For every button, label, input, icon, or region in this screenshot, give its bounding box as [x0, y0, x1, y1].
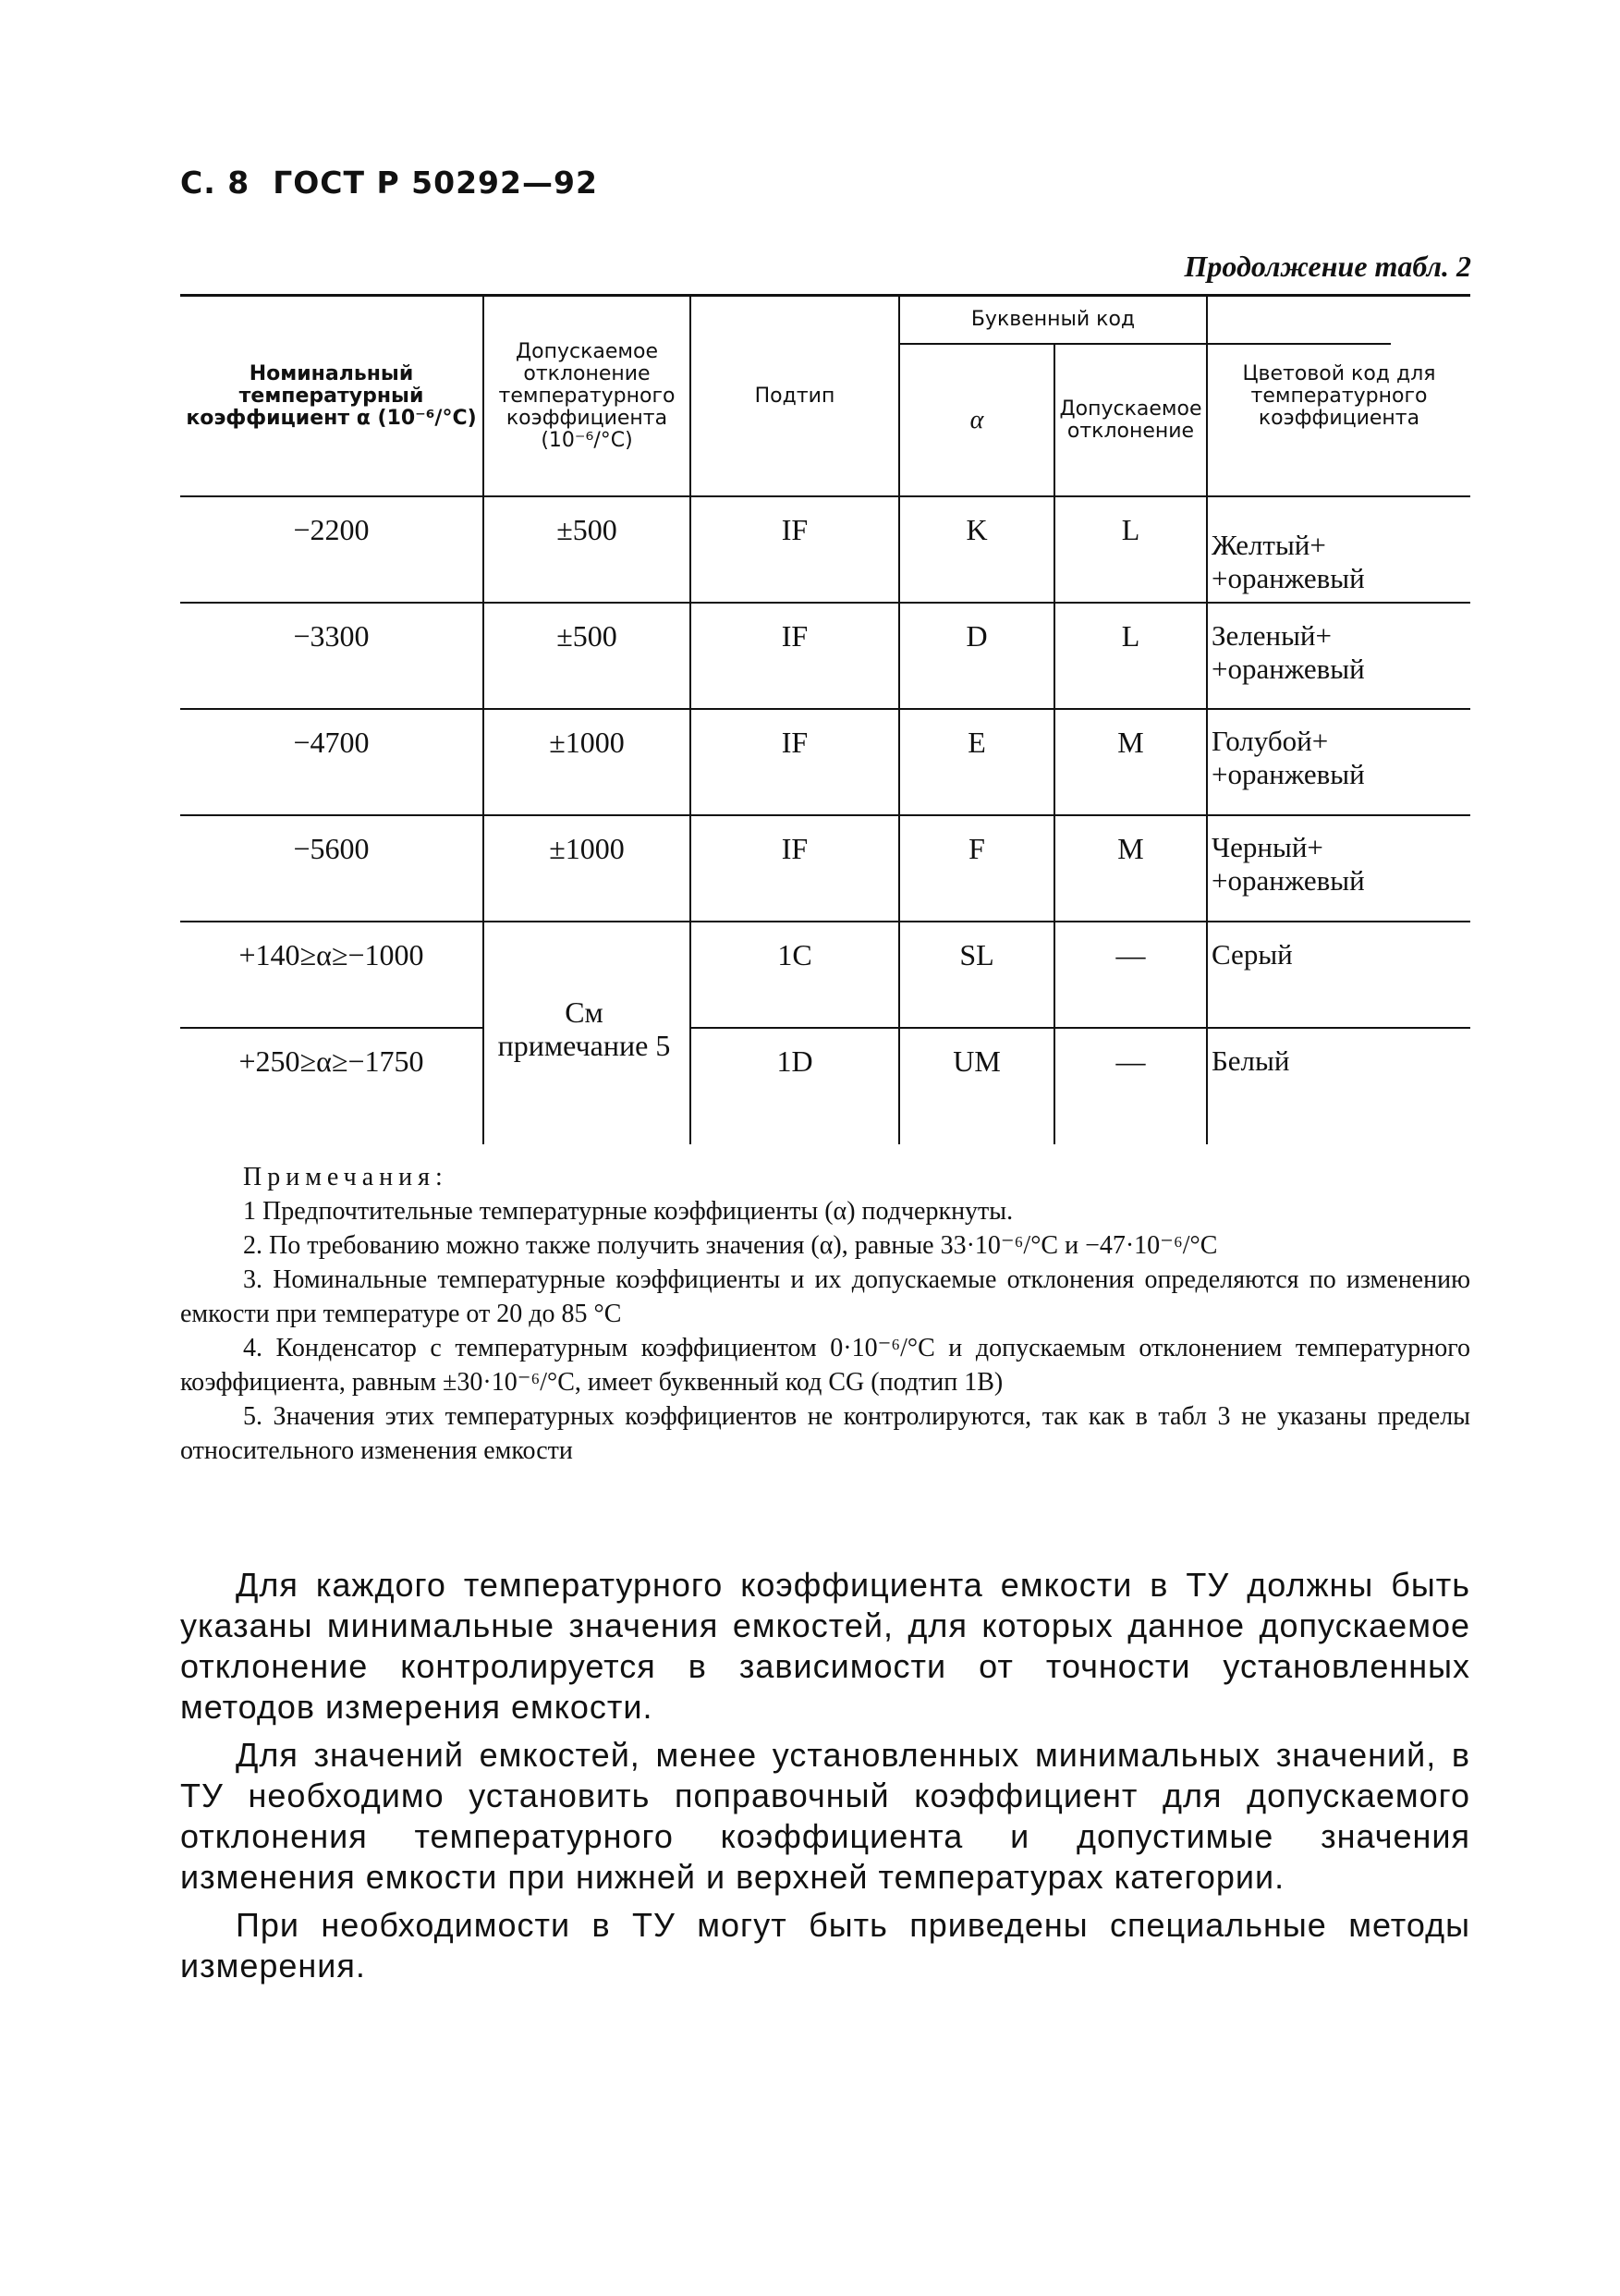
header-nominal: Номинальный температурный коэффициент α (10⁻⁶/°С): [186, 361, 477, 430]
page-header: [180, 165, 598, 201]
cell-nominal: −4700: [293, 726, 370, 759]
cell-subtype: 1D: [776, 1044, 813, 1078]
cell-color: Белый: [1212, 1044, 1290, 1077]
cell-color: Серый: [1212, 938, 1293, 971]
cell-subtype: IF: [781, 619, 809, 653]
header-letter-tolerance: Допускаемое отклонение: [1059, 397, 1202, 443]
header-letter-alpha: α: [969, 405, 984, 434]
cell-alpha: F: [968, 832, 985, 865]
cell-tol: L: [1121, 619, 1140, 653]
cell-alpha: SL: [959, 938, 994, 971]
cell-color: Зеленый+ +оранжевый: [1212, 619, 1365, 685]
cell-alpha: K: [966, 513, 988, 546]
cell-subtype: IF: [781, 513, 809, 546]
cell-nominal: −5600: [293, 832, 370, 865]
body-paragraph: Для значений емкостей, менее установленных минимальных значений, в ТУ необходимо установить поправочный коэффициент для допускаемого отклонения температурного коэффициента и допустимые значения изменения емкости при нижней и верхней температурах категории.: [180, 1736, 1470, 1896]
header-color-code: Цветовой код для температурного коэффициента: [1242, 361, 1436, 430]
cell-tolerance: ±1000: [549, 832, 625, 865]
table-notes: [180, 1160, 1470, 1468]
cell-subtype: IF: [781, 832, 809, 865]
cell-nominal: +250≥α≥−1750: [238, 1044, 424, 1078]
cell-subtype: IF: [781, 726, 809, 759]
page-number: С. 8: [180, 165, 250, 201]
cell-tol: L: [1121, 513, 1140, 546]
cell-alpha: E: [968, 726, 986, 759]
note-item: 4. Конденсатор с температурным коэффициентом 0·10⁻⁶/°С и допускаемым отклонением температурного коэффициента, равным ±30·10⁻⁶/°С, имеет буквенный код CG (подтип 1В): [180, 1334, 1470, 1397]
cell-tolerance-merged: См примечание 5: [497, 995, 671, 1062]
standard-number: ГОСТ Р 50292—92: [273, 165, 598, 201]
cell-nominal: −2200: [293, 513, 370, 546]
body-paragraph: Для каждого температурного коэффициента емкости в ТУ должны быть указаны минимальные значения емкостей, для которых данное допускаемое отклонение контролируется в зависимости от точности установленных методов измерения емкости.: [180, 1566, 1470, 1726]
cell-subtype: 1C: [777, 938, 812, 971]
cell-color: Черный+ +оранжевый: [1212, 831, 1365, 897]
cell-color: Желтый+ +оранжевый: [1212, 529, 1365, 594]
cell-tol: M: [1117, 832, 1144, 865]
note-item: 5. Значения этих температурных коэффициентов не контролируются, так как в табл 3 не указаны пределы относительного изменения емкости: [180, 1402, 1470, 1465]
body-text: [180, 1565, 1470, 1994]
cell-tolerance: ±500: [556, 619, 617, 653]
cell-color: Голубой+ +оранжевый: [1212, 725, 1365, 790]
cell-tol: —: [1115, 938, 1146, 971]
cell-alpha: D: [966, 619, 988, 653]
cell-nominal: +140≥α≥−1000: [238, 938, 424, 971]
notes-title: Примечания:: [243, 1163, 448, 1191]
header-subtype: Подтип: [754, 384, 835, 408]
cell-tol: —: [1115, 1044, 1146, 1078]
header-letter-code: Буквенный код: [970, 308, 1136, 331]
data-table: [180, 294, 1470, 1144]
cell-tolerance: ±1000: [549, 726, 625, 759]
cell-alpha: UM: [953, 1044, 1001, 1078]
body-paragraph: При необходимости в ТУ могут быть приведены специальные методы измерения.: [180, 1906, 1470, 1985]
cell-tol: M: [1117, 726, 1144, 759]
cell-nominal: −3300: [293, 619, 370, 653]
note-item: 3. Номинальные температурные коэффициенты и их допускаемые отклонения определяются по изменению емкости при температуре от 20 до 85 °С: [180, 1265, 1470, 1328]
cell-tolerance: ±500: [556, 513, 617, 546]
table-continuation-label: Продолжение табл. 2: [1184, 250, 1471, 283]
header-tolerance: Допускаемое отклонение температурного коэффициента (10⁻⁶/°С): [498, 339, 676, 452]
note-item: 2. По требованию можно также получить значения (α), равные 33·10⁻⁶/°С и −47·10⁻⁶/°С: [243, 1231, 1218, 1260]
note-item: 1 Предпочтительные температурные коэффициенты (α) подчеркнуты.: [243, 1197, 1014, 1226]
